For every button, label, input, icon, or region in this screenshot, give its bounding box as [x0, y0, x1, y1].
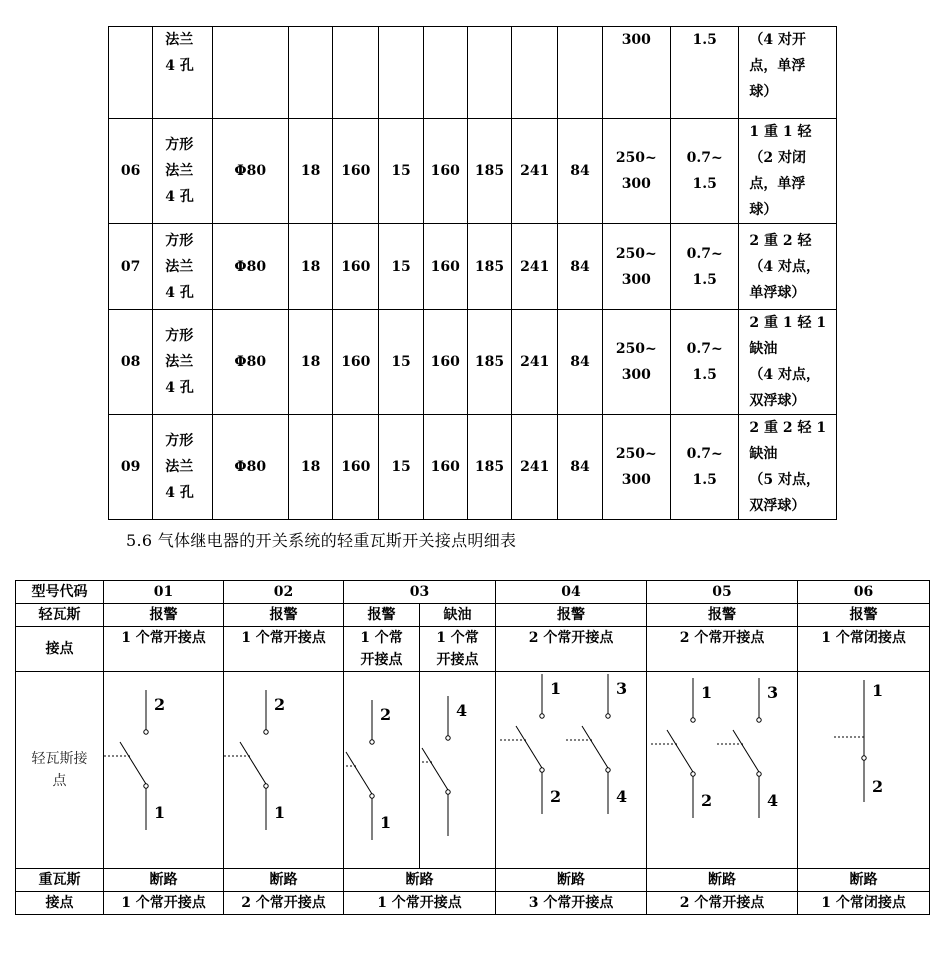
dimension-cell: 18: [288, 415, 332, 520]
dimension-cell: 84: [558, 415, 602, 520]
contacts-cell-line: （4 对点，: [749, 258, 820, 275]
dimension-cell: [379, 27, 423, 119]
dimension-cell: 15: [379, 415, 423, 520]
dimension-cell: 84: [558, 310, 602, 415]
dimension-cell: 241: [512, 224, 558, 310]
contacts-cell-line: 点，单浮: [749, 58, 806, 74]
contacts-cell-line: 缺油: [749, 446, 778, 462]
heavy-value-cell: 断路: [496, 869, 647, 892]
terminal-label: 1: [154, 803, 166, 822]
speed-cell: [671, 310, 739, 415]
dimension-cell: 15: [379, 224, 423, 310]
contacts-cell-line: 双浮球）: [749, 498, 806, 514]
light-contact-cell: 1 个常闭接点: [798, 627, 930, 672]
terminal-label: 1: [274, 803, 286, 822]
terminal-label: 2: [872, 777, 884, 796]
flow-cell-line: 300: [621, 367, 651, 383]
contacts-cell: [739, 224, 837, 310]
heavy-contact-cell: 1 个常开接点: [344, 892, 496, 915]
light-value-cell: 报警: [224, 604, 344, 627]
spec-row: [109, 119, 837, 224]
dimension-cell: Φ80: [212, 310, 288, 415]
light-gas-label: 轻瓦斯: [16, 604, 104, 627]
speed-cell: [671, 415, 739, 520]
mount-cell-line: 法兰: [165, 354, 194, 370]
flow-cell-line: 300: [621, 32, 651, 48]
diagram-cell: [647, 672, 798, 869]
heavy-gas-row: [16, 869, 930, 892]
speed-cell-line: 1.5: [692, 32, 717, 48]
diagram-cell: [224, 672, 344, 869]
section-caption: 5.6 气体继电器的开关系统的轻重瓦斯开关接点明细表: [126, 531, 517, 550]
dimension-cell: [558, 27, 602, 119]
diagram-row: [16, 672, 930, 869]
flow-cell: [602, 224, 670, 310]
diagram-cell: [496, 672, 647, 869]
heavy-contact-cell: 1 个常开接点: [104, 892, 224, 915]
terminal-label: 2: [550, 787, 562, 806]
pivot-point: [264, 784, 268, 788]
heavy-contact-cell: 2 个常开接点: [224, 892, 344, 915]
pivot-point: [370, 794, 374, 798]
no-contact-diagram: [420, 672, 496, 868]
mount-cell-line: 4 孔: [165, 189, 194, 205]
light-contact-row: [16, 627, 930, 672]
dimension-cell: Φ80: [212, 119, 288, 224]
contacts-cell-line: 2 重 1 轻 1: [749, 315, 827, 331]
light-contact-cell: 2 个常开接点: [496, 627, 647, 672]
heavy-value-cell: 断路: [647, 869, 798, 892]
speed-cell-line: 1.5: [692, 271, 717, 288]
dimension-cell: 15: [379, 119, 423, 224]
code-row: [16, 581, 930, 604]
mount-cell: [153, 119, 212, 224]
switch-blade: [733, 730, 759, 772]
spec-row: [109, 310, 837, 415]
contacts-cell-line: （4 对开: [749, 32, 806, 48]
contacts-cell-line: 点，单浮: [749, 176, 806, 192]
speed-cell-line: 1.5: [692, 176, 717, 192]
flow-cell: [602, 415, 670, 520]
model-code-cell: 07: [109, 224, 153, 310]
contact-point: [446, 736, 450, 740]
dimension-cell: 18: [288, 119, 332, 224]
switch-blade: [120, 742, 146, 784]
contacts-cell-line: 2 重 2 轻: [749, 232, 812, 249]
spec-row: [109, 27, 837, 119]
contact-point: [540, 714, 544, 718]
dimension-cell: 160: [423, 119, 467, 224]
light-value-cell: 报警: [344, 604, 420, 627]
heavy-contact-cell: 3 个常开接点: [496, 892, 647, 915]
dimension-cell: 18: [288, 310, 332, 415]
mount-cell-line: 方形: [165, 137, 194, 153]
speed-cell-line: 0.7~: [686, 150, 723, 166]
speed-cell-line: 1.5: [692, 472, 717, 488]
contacts-cell-line: 双浮球）: [749, 393, 806, 409]
mount-cell-line: 方形: [165, 328, 194, 344]
code-cell: 04: [496, 581, 647, 604]
terminal-label: 1: [701, 683, 713, 702]
model-code-cell: 06: [109, 119, 153, 224]
pivot-point: [540, 768, 544, 772]
heavy-contact-cell: 1 个常闭接点: [798, 892, 930, 915]
dimension-cell: Φ80: [212, 224, 288, 310]
terminal-label: 3: [767, 683, 779, 702]
heavy-value-cell: 断路: [798, 869, 930, 892]
contacts-cell-line: 1 重 1 轻: [749, 124, 812, 140]
speed-cell: [671, 27, 739, 119]
dimension-cell: 18: [288, 224, 332, 310]
double-no-contact-diagram: [496, 672, 647, 868]
flow-cell: [602, 310, 670, 415]
switch-blade: [346, 752, 372, 794]
mount-cell-line: 法兰: [165, 32, 194, 48]
dimension-cell: 84: [558, 119, 602, 224]
diagram-label: [16, 672, 104, 869]
code-cell: 02: [224, 581, 344, 604]
contacts-cell-line: 缺油: [749, 341, 778, 357]
nc-contact-diagram: [798, 672, 930, 868]
dimension-cell: 185: [467, 224, 511, 310]
code-cell: 03: [344, 581, 496, 604]
pivot-point: [144, 784, 148, 788]
contacts-cell: [739, 27, 837, 119]
contact-point: [264, 730, 268, 734]
contact-point: [606, 714, 610, 718]
code-cell: 05: [647, 581, 798, 604]
contacts-cell-line: （2 对闭: [749, 150, 806, 166]
model-code-cell: 09: [109, 415, 153, 520]
light-contact-cell: [420, 627, 496, 672]
mount-cell-line: 4 孔: [165, 380, 194, 396]
diagram-cell: [344, 672, 420, 869]
dimension-cell: 185: [467, 119, 511, 224]
contact-point: [144, 730, 148, 734]
mount-cell: [153, 310, 212, 415]
pivot-point: [691, 772, 695, 776]
mount-cell-line: 方形: [165, 433, 194, 449]
speed-cell-line: 0.7~: [686, 341, 723, 357]
header-label: 型号代码: [16, 581, 104, 604]
contact-point: [691, 718, 695, 722]
dimension-cell: 241: [512, 415, 558, 520]
contacts-cell-line: 单浮球）: [749, 284, 806, 301]
switch-blade: [667, 730, 693, 772]
dimension-cell: 84: [558, 224, 602, 310]
dimension-cell: 160: [423, 415, 467, 520]
contact-table: [15, 580, 930, 915]
light-contact-cell: 1 个常开接点: [224, 627, 344, 672]
flow-cell-line: 300: [621, 271, 651, 288]
dimension-cell: [467, 27, 511, 119]
light-contact-line: 1 个常: [436, 630, 479, 646]
flow-cell-line: 250~: [615, 341, 657, 357]
mount-cell-line: 法兰: [165, 163, 194, 179]
terminal-label: 1: [872, 681, 884, 700]
contacts-cell-line: 球）: [749, 202, 778, 218]
terminal-label: 1: [380, 813, 392, 832]
contact-point: [370, 740, 374, 744]
dimension-cell: 241: [512, 310, 558, 415]
flow-cell-line: 250~: [615, 446, 657, 462]
speed-cell-line: 0.7~: [686, 446, 723, 462]
mount-cell: [153, 27, 212, 119]
spec-table: [108, 26, 837, 520]
dimension-cell: [333, 27, 379, 119]
light-contact-line: 1 个常: [360, 630, 403, 646]
diagram-cell: [798, 672, 930, 869]
pivot-point: [606, 768, 610, 772]
contacts-cell-line: （5 对点，: [749, 472, 820, 488]
contacts-cell: [739, 310, 837, 415]
pivot-point: [757, 772, 761, 776]
heavy-contact-row: [16, 892, 930, 915]
contacts-cell-line: 2 重 2 轻 1: [749, 420, 827, 436]
flow-cell-line: 250~: [615, 150, 657, 166]
contacts-cell-line: （4 对点，: [749, 367, 820, 383]
contacts-cell-line: 球）: [749, 84, 778, 100]
heavy-value-cell: 断路: [224, 869, 344, 892]
code-cell: 06: [798, 581, 930, 604]
no-contact-diagram: [224, 672, 344, 868]
dimension-cell: [512, 27, 558, 119]
dimension-cell: 160: [423, 224, 467, 310]
contacts-cell: [739, 415, 837, 520]
terminal-label: 4: [616, 787, 628, 806]
mount-cell: [153, 415, 212, 520]
switch-blade: [582, 726, 608, 768]
speed-cell-line: 0.7~: [686, 245, 723, 262]
light-value-cell: 报警: [104, 604, 224, 627]
light-value-cell: 报警: [496, 604, 647, 627]
heavy-value-cell: 断路: [344, 869, 496, 892]
model-code-cell: [109, 27, 153, 119]
flow-cell: [602, 27, 670, 119]
light-contact-cell: 2 个常开接点: [647, 627, 798, 672]
dimension-cell: 160: [333, 415, 379, 520]
terminal-label: 2: [154, 695, 166, 714]
spec-row: [109, 224, 837, 310]
contact-label: 接点: [16, 627, 104, 672]
no-contact-diagram: [344, 672, 420, 868]
diagram-label-line: 轻瓦斯接: [31, 751, 88, 767]
terminal-label: 4: [767, 791, 779, 810]
switch-blade: [240, 742, 266, 784]
terminal-label: 2: [274, 695, 286, 714]
terminal-label: 2: [701, 791, 713, 810]
no-contact-diagram: [104, 672, 224, 868]
double-no-contact-diagram: [647, 672, 798, 868]
flow-cell-line: 300: [621, 472, 651, 488]
light-contact-line: 开接点: [360, 652, 403, 668]
mount-cell-line: 方形: [165, 232, 194, 249]
mount-cell-line: 4 孔: [165, 485, 194, 501]
heavy-value-cell: 断路: [104, 869, 224, 892]
flow-cell-line: 250~: [615, 245, 657, 262]
pivot-point: [862, 756, 866, 760]
speed-cell: [671, 119, 739, 224]
spec-row: [109, 415, 837, 520]
dimension-cell: 160: [423, 310, 467, 415]
dimension-cell: Φ80: [212, 415, 288, 520]
terminal-label: 2: [380, 705, 392, 724]
terminal-label: 4: [456, 701, 468, 720]
light-value-cell: 缺油: [420, 604, 496, 627]
light-value-cell: 报警: [647, 604, 798, 627]
dimension-cell: 185: [467, 415, 511, 520]
dimension-cell: [423, 27, 467, 119]
flow-cell: [602, 119, 670, 224]
speed-cell-line: 1.5: [692, 367, 717, 383]
speed-cell: [671, 224, 739, 310]
light-value-cell: 报警: [798, 604, 930, 627]
switch-blade: [422, 748, 448, 790]
dimension-cell: 185: [467, 310, 511, 415]
mount-cell-line: 法兰: [165, 258, 194, 275]
diagram-cell: [420, 672, 496, 869]
mount-cell-line: 法兰: [165, 459, 194, 475]
mount-cell-line: 4 孔: [165, 284, 194, 301]
dimension-cell: [212, 27, 288, 119]
diagram-cell: [104, 672, 224, 869]
light-contact-line: 开接点: [436, 652, 479, 668]
heavy-gas-label: 重瓦斯: [16, 869, 104, 892]
dimension-cell: 241: [512, 119, 558, 224]
mount-cell-line: 4 孔: [165, 58, 194, 74]
mount-cell: [153, 224, 212, 310]
terminal-label: 3: [616, 679, 628, 698]
heavy-contact-label: 接点: [16, 892, 104, 915]
contact-point: [757, 718, 761, 722]
light-contact-cell: 1 个常开接点: [104, 627, 224, 672]
model-code-cell: 08: [109, 310, 153, 415]
flow-cell-line: 300: [621, 176, 651, 192]
switch-blade: [516, 726, 542, 768]
dimension-cell: 160: [333, 119, 379, 224]
dimension-cell: 15: [379, 310, 423, 415]
light-gas-row: [16, 604, 930, 627]
terminal-label: 1: [550, 679, 562, 698]
contacts-cell: [739, 119, 837, 224]
light-contact-cell: [344, 627, 420, 672]
diagram-label-line: 点: [52, 773, 67, 789]
dimension-cell: [288, 27, 332, 119]
code-cell: 01: [104, 581, 224, 604]
pivot-point: [446, 790, 450, 794]
dimension-cell: 160: [333, 224, 379, 310]
dimension-cell: 160: [333, 310, 379, 415]
heavy-contact-cell: 2 个常开接点: [647, 892, 798, 915]
